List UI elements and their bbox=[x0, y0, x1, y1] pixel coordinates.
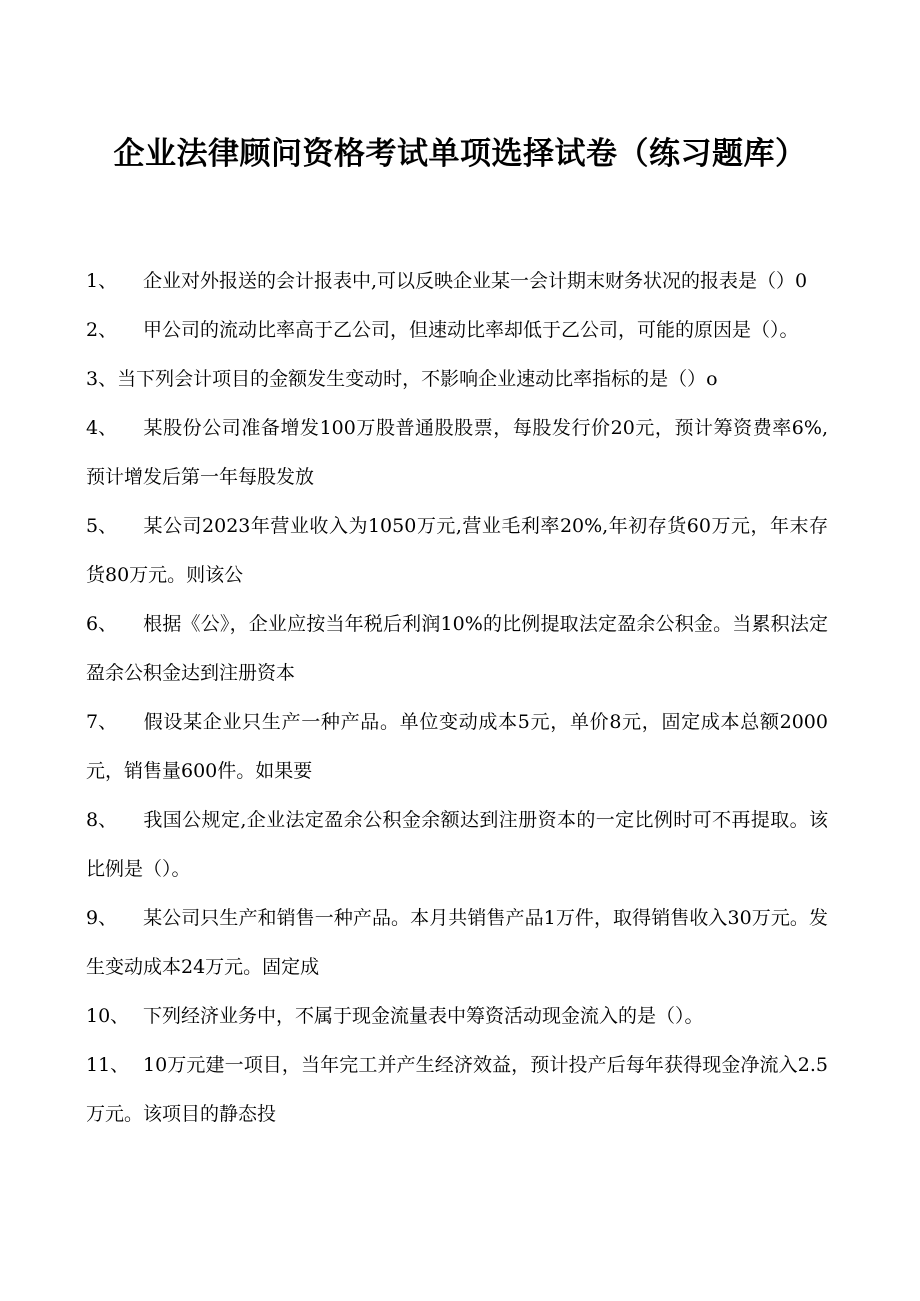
question-number: 5、 bbox=[86, 515, 118, 537]
question-item bbox=[86, 894, 828, 992]
question-item bbox=[86, 257, 828, 306]
question-number: 4、 bbox=[86, 417, 118, 439]
question-number: 3、 bbox=[86, 368, 118, 390]
question-item bbox=[86, 796, 828, 894]
question-number: 11、 bbox=[86, 1054, 130, 1076]
question-list bbox=[86, 257, 828, 1139]
question-number: 7、 bbox=[86, 711, 118, 733]
question-text: 根据《公》，企业应按当年税后利润10%的比例提取法定盈余公积金。当累积法定盈余公积金达到注册资本 bbox=[86, 613, 828, 684]
question-item bbox=[86, 1041, 828, 1139]
question-number: 10、 bbox=[86, 1005, 130, 1027]
question-item bbox=[86, 992, 828, 1041]
question-number: 1、 bbox=[86, 270, 118, 292]
question-item bbox=[86, 502, 828, 600]
question-number: 6、 bbox=[86, 613, 118, 635]
question-number: 2、 bbox=[86, 319, 118, 341]
question-text: 某公司2023年营业收入为1050万元,营业毛利率20%,年初存货60万元，年末存货80万元。则该公 bbox=[86, 515, 828, 586]
question-text: 甲公司的流动比率高于乙公司，但速动比率却低于乙公司，可能的原因是（）。 bbox=[143, 319, 799, 341]
question-text: 10万元建一项目，当年完工并产生经济效益，预计投产后每年获得现金净流入2.5万元。该项目的静态投 bbox=[86, 1054, 828, 1125]
question-text: 某股份公司准备增发100万股普通股股票，每股发行价20元，预计筹资费率6%,预计增发后第一年每股发放 bbox=[86, 417, 828, 488]
question-text: 企业对外报送的会计报表中,可以反映企业某一会计期末财务状况的报表是（）0 bbox=[143, 270, 808, 292]
question-item bbox=[86, 355, 828, 404]
question-text: 下列经济业务中，不属于现金流量表中筹资活动现金流入的是（）。 bbox=[143, 1005, 704, 1027]
question-number: 8、 bbox=[86, 809, 118, 831]
question-item bbox=[86, 404, 828, 502]
question-text: 假设某企业只生产一种产品。单位变动成本5元，单价8元，固定成本总额2000元，销售量600件。如果要 bbox=[86, 711, 828, 782]
question-item bbox=[86, 306, 828, 355]
document-title: 企业法律顾问资格考试单项选择试卷（练习题库） bbox=[113, 136, 807, 172]
question-text: 当下列会计项目的金额发生变动时，不影响企业速动比率指标的是（）o bbox=[117, 368, 718, 390]
question-number: 9、 bbox=[86, 907, 118, 929]
question-item bbox=[86, 600, 828, 698]
question-item bbox=[86, 698, 828, 796]
question-text: 我国公规定,企业法定盈余公积金余额达到注册资本的一定比例时可不再提取。该比例是（）。 bbox=[86, 809, 828, 880]
question-text: 某公司只生产和销售一种产品。本月共销售产品1万件，取得销售收入30万元。发生变动成本24万元。固定成 bbox=[86, 907, 828, 978]
